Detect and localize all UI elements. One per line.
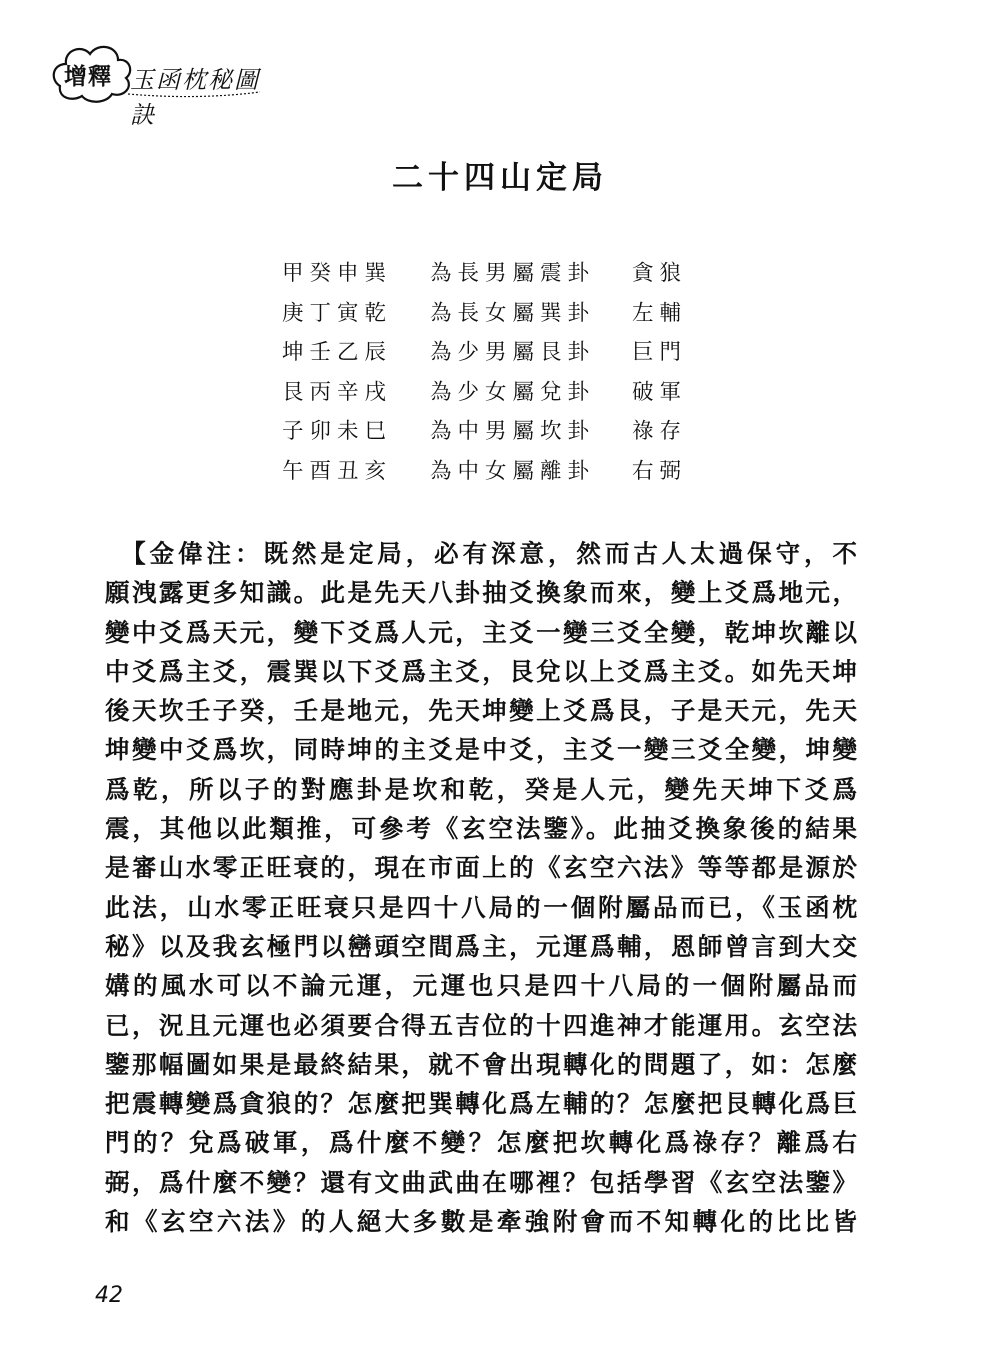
mountains-cell: 庚丁寅乾: [282, 300, 393, 326]
mountain-table: [282, 256, 702, 493]
mountains-cell: 甲癸申巽: [282, 261, 393, 286]
trigram-cell: 為少男屬艮卦: [430, 340, 596, 365]
commentary-line: 【金偉注：既然是定局，必有深意，然而古人太過保守，不: [105, 539, 857, 568]
table-row: [282, 454, 702, 494]
commentary-line: 中爻爲主爻，震巽以下爻爲主爻，艮兌以上爻爲主爻。如先天坤: [105, 656, 857, 686]
commentary-line: 門的？兌爲破軍，爲什麼不變？怎麼把坎轉化爲祿存？離爲右: [105, 1128, 857, 1158]
star-cell: 右弼: [632, 458, 688, 484]
page-number: 42: [95, 1283, 123, 1308]
series-badge: 增釋: [64, 64, 112, 90]
commentary-line: 已，況且元運也必須要合得五吉位的十四進神才能運用。玄空法: [105, 1010, 857, 1040]
series-title: 玉函枕秘圖訣: [130, 66, 260, 129]
commentary-line: 是審山水零正旺衰的，現在市面上的《玄空六法》等等都是源於: [105, 853, 857, 883]
commentary-line: 媾的風水可以不論元運，元運也只是四十八局的一個附屬品而: [105, 971, 857, 1001]
commentary-line: 弼，爲什麼不變？還有文曲武曲在哪裡？包括學習《玄空法鑒》: [105, 1167, 857, 1197]
star-cell: 左輔: [632, 300, 688, 326]
star-cell: 巨門: [632, 340, 688, 365]
mountains-cell: 午酉丑亥: [282, 458, 393, 484]
mountains-cell: 坤壬乙辰: [282, 340, 393, 365]
section-title: 二十四山定局: [392, 160, 608, 196]
commentary-line: 後天坎壬子癸，壬是地元，先天坤變上爻爲艮，子是天元，先天: [105, 696, 857, 726]
star-cell: 破軍: [632, 379, 688, 405]
series-header-logo: [48, 28, 278, 129]
commentary-line: 鑒那幅圖如果是最終結果，就不會出現轉化的問題了，如：怎麼: [105, 1049, 857, 1079]
table-row: [282, 335, 702, 375]
trigram-cell: 為少女屬兌卦: [430, 379, 596, 405]
mountains-cell: 艮丙辛戌: [282, 379, 393, 405]
commentary-line: 秘》以及我玄極門以巒頭空間爲主，元運爲輔，恩師曾言到大交: [105, 931, 857, 961]
table-row: [282, 414, 702, 454]
mountains-cell: 子卯未巳: [282, 419, 393, 444]
commentary-line: 此法，山水零正旺衰只是四十八局的一個附屬品而已，《玉函枕: [105, 892, 857, 922]
star-cell: 祿存: [632, 419, 688, 444]
table-row: [282, 296, 702, 336]
trigram-cell: 為長女屬巽卦: [430, 300, 596, 326]
table-row: [282, 375, 702, 415]
trigram-cell: 為中男屬坎卦: [430, 419, 596, 444]
commentary-line: 爲乾，所以子的對應卦是坎和乾，癸是人元，變先天坤下爻爲: [105, 774, 857, 804]
commentary-line: 願洩露更多知識。此是先天八卦抽爻換象而來，變上爻爲地元，: [105, 578, 857, 608]
commentary-line: 把震轉變爲貪狼的？怎麼把巽轉化爲左輔的？怎麼把艮轉化爲巨: [105, 1089, 857, 1119]
commentary-line: 坤變中爻爲坎，同時坤的主爻是中爻，主爻一變三爻全變，坤變: [105, 735, 857, 765]
commentary-paragraph: [105, 534, 857, 1241]
trigram-cell: 為長男屬震卦: [430, 261, 596, 286]
commentary-line: 變中爻爲天元，變下爻爲人元，主爻一變三爻全變，乾坤坎離以: [105, 617, 857, 647]
trigram-cell: 為中女屬離卦: [430, 458, 596, 484]
commentary-line: 和《玄空六法》的人絕大多數是牽強附會而不知轉化的比比皆: [105, 1207, 857, 1237]
star-cell: 貪狼: [632, 261, 688, 286]
table-row: [282, 256, 702, 296]
commentary-line: 震，其他以此類推，可參考《玄空法鑒》。此抽爻換象後的結果: [105, 814, 857, 844]
